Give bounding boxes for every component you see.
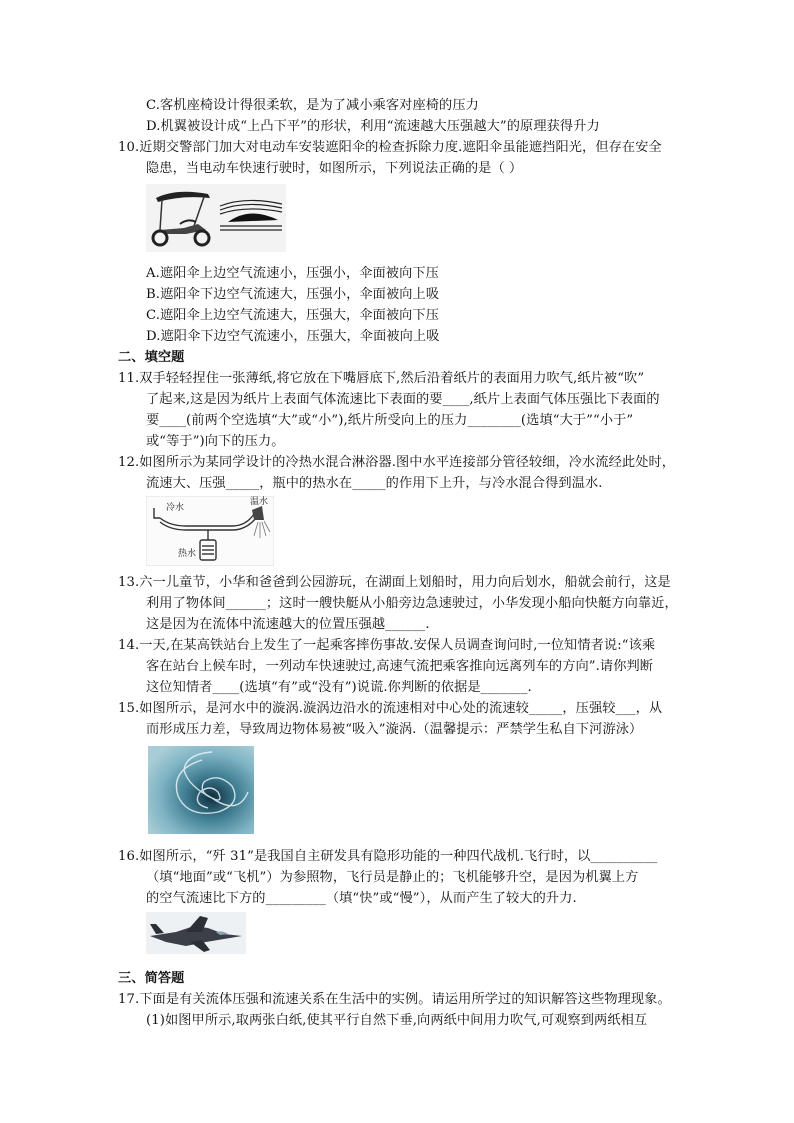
q10-ebike-umbrella-figure (146, 184, 286, 252)
q16-line2: （填“地面”或“飞机”）为参照物，飞行员是静止的；飞机能够升空，是因为机翼上方 (146, 870, 639, 885)
q14-line2: 客在站台上候车时，一列动车快速驶过,高速气流把乘客推向远离列车的方向”.请你判断 (146, 659, 654, 674)
q16-line1: 16.如图所示，“歼 31”是我国自主研发具有隐形功能的一种四代战机.飞行时，以__________ (118, 849, 658, 864)
section-short-answer-heading: 三、简答题 (118, 971, 185, 986)
section-fill-in-heading: 二、填空题 (118, 350, 185, 365)
q12-line1: 12.如图所示为某同学设计的冷热水混合淋浴器.图中水平连接部分管径较细，冷水流经此处时， (118, 455, 676, 470)
q14-line1: 14.一天,在某高铁站台上发生了一起乘客摔伤事故.安保人员调查询问时,一位知情者说:“该乘 (118, 638, 656, 653)
q17-line1: 17.下面是有关流体压强和流速关系在生活中的实例。请运用所学过的知识解答这些物理现象。 (118, 992, 671, 1007)
q13-line1: 13.六一儿童节，小华和爸爸到公园游玩，在湖面上划船时，用力向后划水，船就会前行，这是 (118, 575, 671, 590)
q15-line1: 15.如图所示，是河水中的漩涡.漩涡边沿水的流速相对中心处的流速较_____，压强较___，从 (118, 701, 663, 716)
q10-stem-line1: 10.近期交警部门加大对电动车安装遮阳伞的检查拆除力度.遮阳伞虽能遮挡阳光，但存在安全 (118, 140, 662, 155)
q15-whirlpool-figure (148, 746, 254, 834)
q16-line3: 的空气流速比下方的_________（填“快”或“慢”），从而产生了较大的升力. (146, 891, 577, 906)
q12-fig-label-warm: 温水 (250, 497, 269, 507)
q12-line2: 流速大、压强_____，瓶中的热水在_____的作用下上升，与冷水混合得到温水. (146, 476, 603, 491)
q9-option-c: C.客机座椅设计得很柔软，是为了减小乘客对座椅的压力 (146, 98, 479, 113)
q10-option-b: B.遮阳伞下边空气流速大，压强小，伞面被向上吸 (146, 287, 440, 302)
q11-line3: 要____(前两个空选填“大”或“小”),纸片所受向上的压力________(选填“大于”“小于” (146, 413, 634, 428)
q17-line2: (1)如图甲所示,取两张白纸,使其平行自然下垂,向两纸中间用力吹气,可观察到两纸相互 (146, 1013, 648, 1028)
q10-option-a: A.遮阳伞上边空气流速小，压强小，伞面被向下压 (146, 266, 439, 281)
q15-line2: 而形成压力差，导致周边物体易被“吸入”漩涡.（温馨提示：严禁学生私自下河游泳） (146, 722, 643, 737)
q11-line4: 或“等于”)向下的压力。 (146, 434, 285, 449)
q9-option-d: D.机翼被设计成“上凸下平”的形状，利用“流速越大压强越大”的原理获得升力 (146, 119, 600, 134)
q13-line2: 利用了物体间______；这时一艘快艇从小船旁边急速驶过，小华发现小船向快艇方向靠近， (146, 596, 678, 611)
q12-fig-label-cold: 冷水 (166, 503, 185, 513)
q10-stem-line2: 隐患，当电动车快速行驶时，如图所示，下列说法正确的是（ ） (146, 161, 523, 176)
q12-shower-figure (146, 496, 274, 566)
q10-option-d: D.遮阳伞下边空气流速小，压强大，伞面被向上吸 (146, 329, 440, 344)
q11-line2: 了起来,这是因为纸片上表面气体流速比下表面的要____,纸片上表面气体压强比下表面的 (146, 392, 660, 407)
q16-fighter-jet-figure (146, 912, 246, 954)
q11-line1: 11.双手轻轻捏住一张薄纸,将它放在下嘴唇底下,然后沿着纸片的表面用力吹气,纸片被“吹” (118, 371, 645, 386)
q10-option-c: C.遮阳伞上边空气流速大，压强大，伞面被向下压 (146, 308, 440, 323)
q14-line3: 这位知情者____(选填“有”或“没有”)说谎.你判断的依据是_______. (146, 680, 532, 695)
q13-line3: 这是因为在流体中流速越大的位置压强越______. (146, 617, 430, 632)
q12-fig-label-hot: 热水 (178, 549, 197, 559)
